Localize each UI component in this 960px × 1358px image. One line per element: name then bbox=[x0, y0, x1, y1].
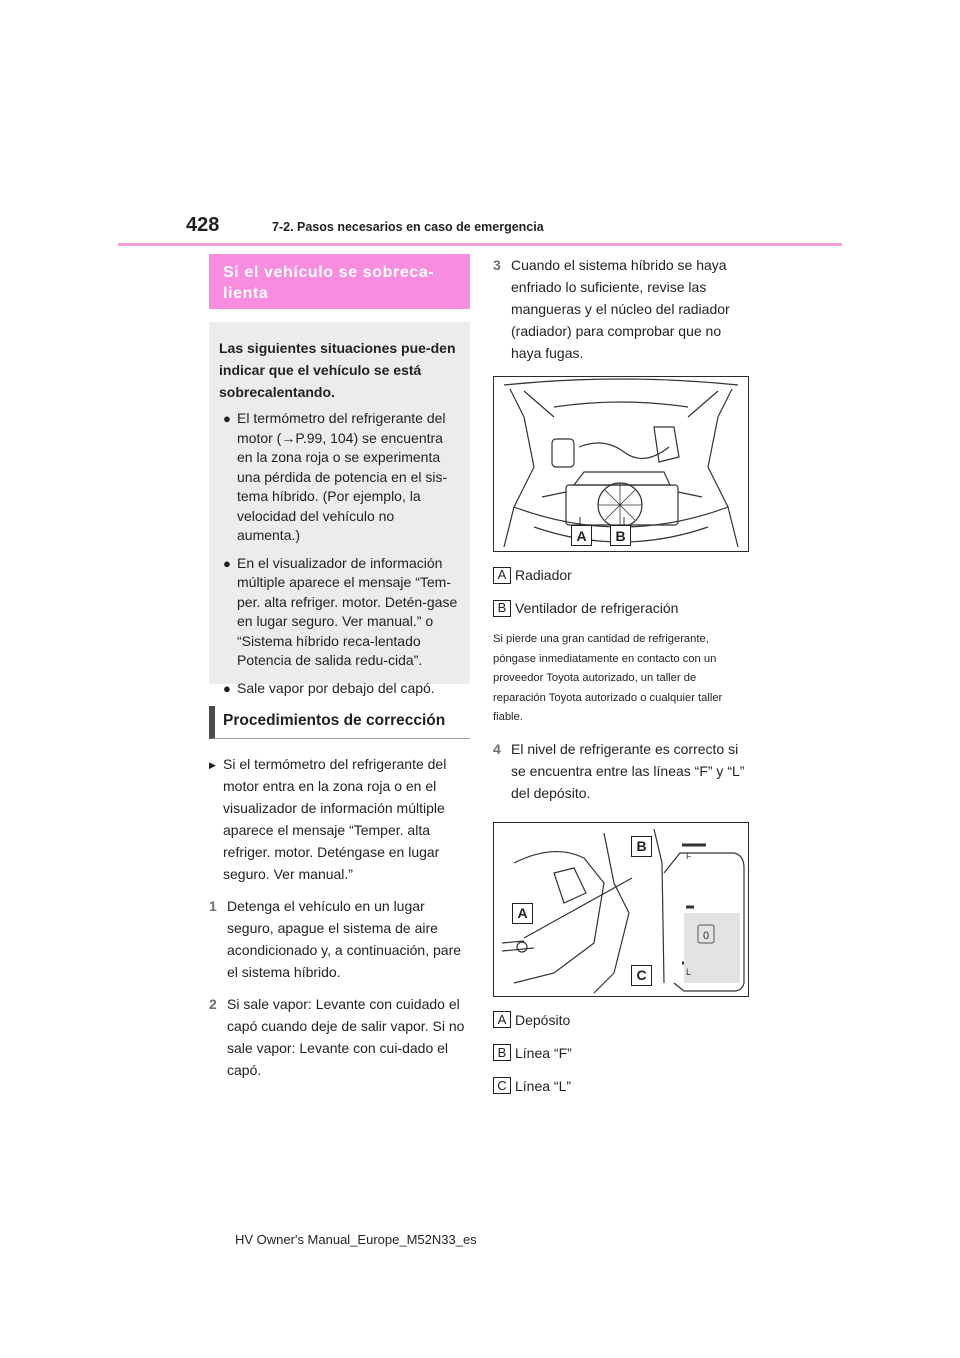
step-number: 1 bbox=[209, 898, 217, 914]
figure-label: B bbox=[631, 836, 652, 857]
procedures-heading bbox=[209, 706, 470, 739]
coolant-reservoir-illustration bbox=[493, 822, 749, 997]
legend-item bbox=[493, 565, 749, 585]
bullet-dot-icon: ● bbox=[223, 411, 231, 426]
legend-letter: B bbox=[493, 1044, 511, 1061]
legend-letter: C bbox=[493, 1077, 511, 1094]
right-column bbox=[493, 254, 749, 1096]
legend-text: Línea “F” bbox=[515, 1044, 572, 1061]
figure-label: A bbox=[512, 903, 533, 924]
legend-text: Ventilador de refrigeración bbox=[515, 600, 679, 616]
step-number: 2 bbox=[209, 996, 217, 1012]
engine-bay-illustration bbox=[493, 376, 749, 552]
symptom-item bbox=[219, 554, 458, 671]
legend-letter: A bbox=[493, 567, 511, 584]
legend-text: Depósito bbox=[515, 1011, 571, 1028]
left-column bbox=[209, 254, 470, 1081]
header-rule bbox=[118, 243, 842, 246]
procedures-title: Procedimientos de corrección bbox=[223, 712, 446, 729]
legend-letter: A bbox=[493, 1011, 511, 1028]
overheat-title-box bbox=[209, 254, 470, 309]
symptoms-intro: Las siguientes situaciones pue-den indicar que el vehículo se está sobrecalentando. bbox=[219, 340, 456, 400]
step-item bbox=[493, 254, 749, 364]
legend-item bbox=[493, 1010, 749, 1030]
step-item bbox=[209, 993, 470, 1081]
bullet-dot-icon: ● bbox=[223, 680, 231, 696]
symptom-item bbox=[219, 679, 458, 699]
step-item bbox=[493, 738, 749, 804]
manual-id-footer: HV Owner's Manual_Europe_M52N33_es bbox=[235, 1232, 477, 1247]
figure-label: B bbox=[610, 525, 631, 546]
step-text: El nivel de refrigerante es correcto si se encuentra entre las líneas “F” y “L” del depósito. bbox=[511, 740, 745, 801]
symptom-text: Sale vapor por debajo del capó. bbox=[237, 679, 435, 696]
step-item bbox=[209, 895, 470, 983]
symptom-text: El termómetro del refrigerante del motor (→P.99, 104) se encuentra en la zona roja o se experimenta una pérdida de potencia en el sis-tema híbrido. (Por ejemplo, la velocidad del vehículo no aumenta.) bbox=[237, 410, 448, 543]
condition-text: Si el termómetro del refrigerante del motor entra en la zona roja o en el visualizador de información múltiple aparece el mensaje “Temper. alta refriger. motor. Deténgase en lugar seguro. Ver manual.” bbox=[223, 756, 447, 882]
triangle-bullet-icon: ▶ bbox=[209, 760, 216, 770]
legend-item bbox=[493, 598, 749, 618]
figure-label: A bbox=[571, 525, 592, 546]
legend-letter: B bbox=[493, 600, 511, 617]
symptom-text: En el visualizador de información múltiple aparece el mensaje “Tem-per. alta refriger. motor. Detén-gase en lugar seguro. Ver manual.” o “Sistema híbrido reca-lentado Potencia de salida redu-cida”. bbox=[237, 554, 458, 668]
legend-item bbox=[493, 1043, 749, 1063]
step-number: 4 bbox=[493, 740, 501, 757]
coolant-loss-note: Si pierde una gran cantidad de refrigerante, póngase inmediatamente en contacto con un proveedor Toyota autorizado, un taller de reparación Toyota autorizado o cualquier taller fiable. bbox=[493, 633, 723, 724]
l-line-mark: L bbox=[686, 966, 692, 977]
step-text: Si sale vapor: Levante con cuidado el capó cuando deje de salir vapor. Si no sale vapor: Levante con cui-dado el capó. bbox=[227, 996, 465, 1078]
step-text: Detenga el vehículo en un lugar seguro, apague el sistema de aire acondicionado y, a continuación, pare el sistema híbrido. bbox=[227, 898, 462, 980]
symptoms-box bbox=[209, 322, 470, 696]
bullet-dot-icon: ● bbox=[223, 555, 231, 571]
overheat-title: Si el vehículo se sobreca-lienta bbox=[223, 264, 435, 302]
step-text: Cuando el sistema híbrido se haya enfriado lo suficiente, revise las mangueras y el núcleo del radiador (radiador) para comprobar que no haya fugas. bbox=[511, 257, 730, 361]
condition-item bbox=[209, 753, 470, 885]
figure-label: C bbox=[631, 965, 652, 986]
step-number: 3 bbox=[493, 257, 501, 273]
legend-text: Radiador bbox=[515, 567, 572, 583]
reservoir-zero-mark: 0 bbox=[702, 929, 710, 942]
legend-item bbox=[493, 1076, 749, 1096]
section-header: 7-2. Pasos necesarios en caso de emergencia bbox=[272, 220, 544, 234]
page-number: 428 bbox=[186, 214, 220, 236]
legend-text: Línea “L” bbox=[515, 1077, 572, 1094]
symptom-item bbox=[219, 409, 458, 546]
f-line-mark: F bbox=[686, 850, 692, 861]
